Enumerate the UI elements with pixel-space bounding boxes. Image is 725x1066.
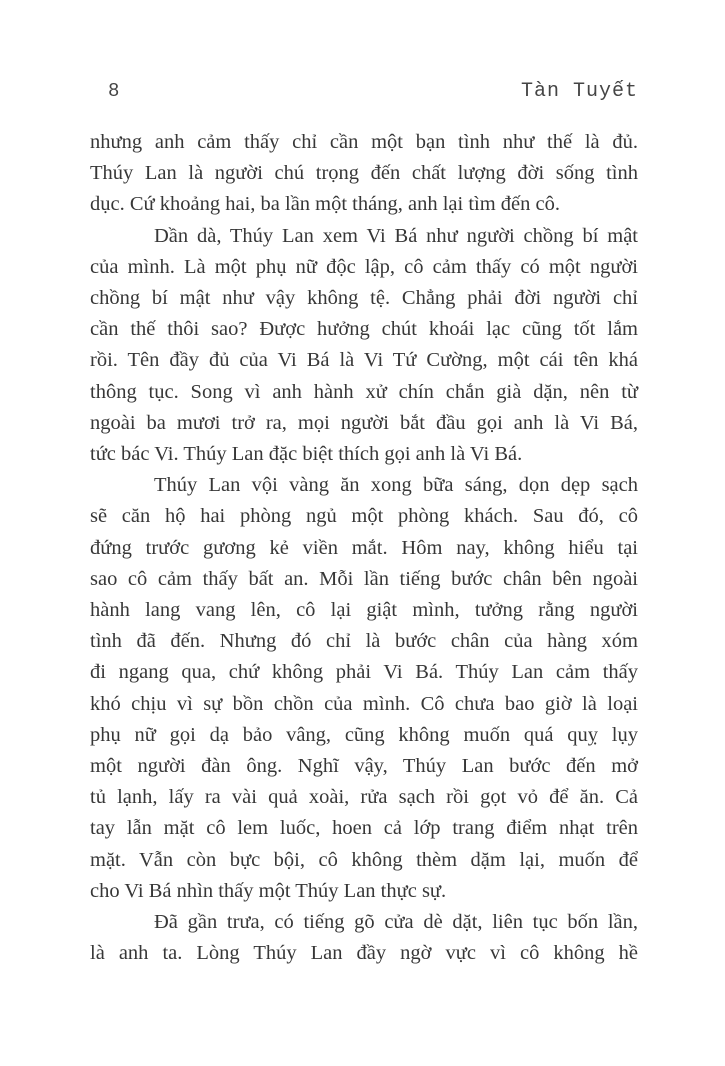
text-line: Thúy Lan là người chú trọng đến chất lượng đời sống tình [90, 162, 638, 185]
text-line: tủ lạnh, lấy ra vài quả xoài, rửa sạch rồi gọt vỏ để ăn. Cả [90, 786, 638, 809]
text-line: Dần dà, Thúy Lan xem Vi Bá như người chồng bí mật [154, 224, 638, 247]
text-line: đi ngang qua, chứ không phải Vi Bá. Thúy Lan cảm thấy [90, 661, 638, 684]
text-line: dục. Cứ khoảng hai, ba lần một tháng, anh lại tìm đến cô. [90, 193, 560, 216]
page-number: 8 [108, 80, 121, 102]
page-header [90, 80, 638, 103]
text-line: khó chịu vì sự bồn chồn của mình. Cô chưa bao giờ là loại [90, 692, 638, 715]
paragraph [90, 221, 638, 471]
text-line: tức bác Vi. Thúy Lan đặc biệt thích gọi anh là Vi Bá. [90, 443, 523, 466]
paragraph [90, 127, 638, 221]
text-line: đứng trước gương kẻ viền mắt. Hôm nay, không hiểu tại [90, 536, 638, 559]
text-line: là anh ta. Lòng Thúy Lan đầy ngờ vực vì cô không hề [90, 942, 638, 965]
text-line: phụ nữ gọi dạ bảo vâng, cũng không muốn quá quỵ lụy [90, 723, 638, 746]
text-line: sẽ căn hộ hai phòng ngủ một phòng khách. Sau đó, cô [90, 505, 638, 528]
text-line: nhưng anh cảm thấy chỉ cần một bạn tình như thế là đủ. [90, 131, 638, 153]
text-line: mặt. Vẫn còn bực bội, cô không thèm dặm lại, muốn để [90, 848, 638, 871]
text-line: chồng bí mật như vậy không tệ. Chẳng phải đời người chỉ [90, 287, 638, 310]
text-line: ngoài ba mươi trở ra, mọi người bắt đầu gọi anh là Vi Bá, [90, 411, 638, 434]
text-line: cho Vi Bá nhìn thấy một Thúy Lan thực sự. [90, 879, 447, 902]
text-line: Đã gần trưa, có tiếng gõ cửa dè dặt, liên tục bốn lần, [154, 911, 638, 934]
text-line: tay lẫn mặt cô lem luốc, hoen cả lớp trang điểm nhạt trên [90, 817, 638, 840]
running-header-author: Tàn Tuyết [520, 80, 638, 103]
text-line: thông tục. Song vì anh hành xử chín chắn già dặn, nên từ [90, 380, 638, 403]
text-line: rồi. Tên đầy đủ của Vi Bá là Vi Tứ Cường, một cái tên khá [90, 349, 638, 372]
text-line: sao cô cảm thấy bất an. Mỗi lần tiếng bước chân bên ngoài [90, 567, 638, 590]
paragraph [90, 907, 638, 969]
text-line: Thúy Lan vội vàng ăn xong bữa sáng, dọn dẹp sạch [154, 474, 638, 497]
paragraph [90, 470, 638, 907]
text-line: một người đàn ông. Nghĩ vậy, Thúy Lan bước đến mở [90, 755, 638, 778]
text-line: tình đã đến. Nhưng đó chỉ là bước chân của hàng xóm [90, 630, 638, 653]
text-line: cần thế thôi sao? Được hưởng chút khoái lạc cũng tốt lắm [90, 318, 638, 341]
text-line: hành lang vang lên, cô lại giật mình, tưởng rằng người [90, 599, 638, 622]
text-column [90, 127, 638, 969]
text-line: của mình. Là một phụ nữ độc lập, cô cảm thấy có một người [90, 255, 638, 278]
